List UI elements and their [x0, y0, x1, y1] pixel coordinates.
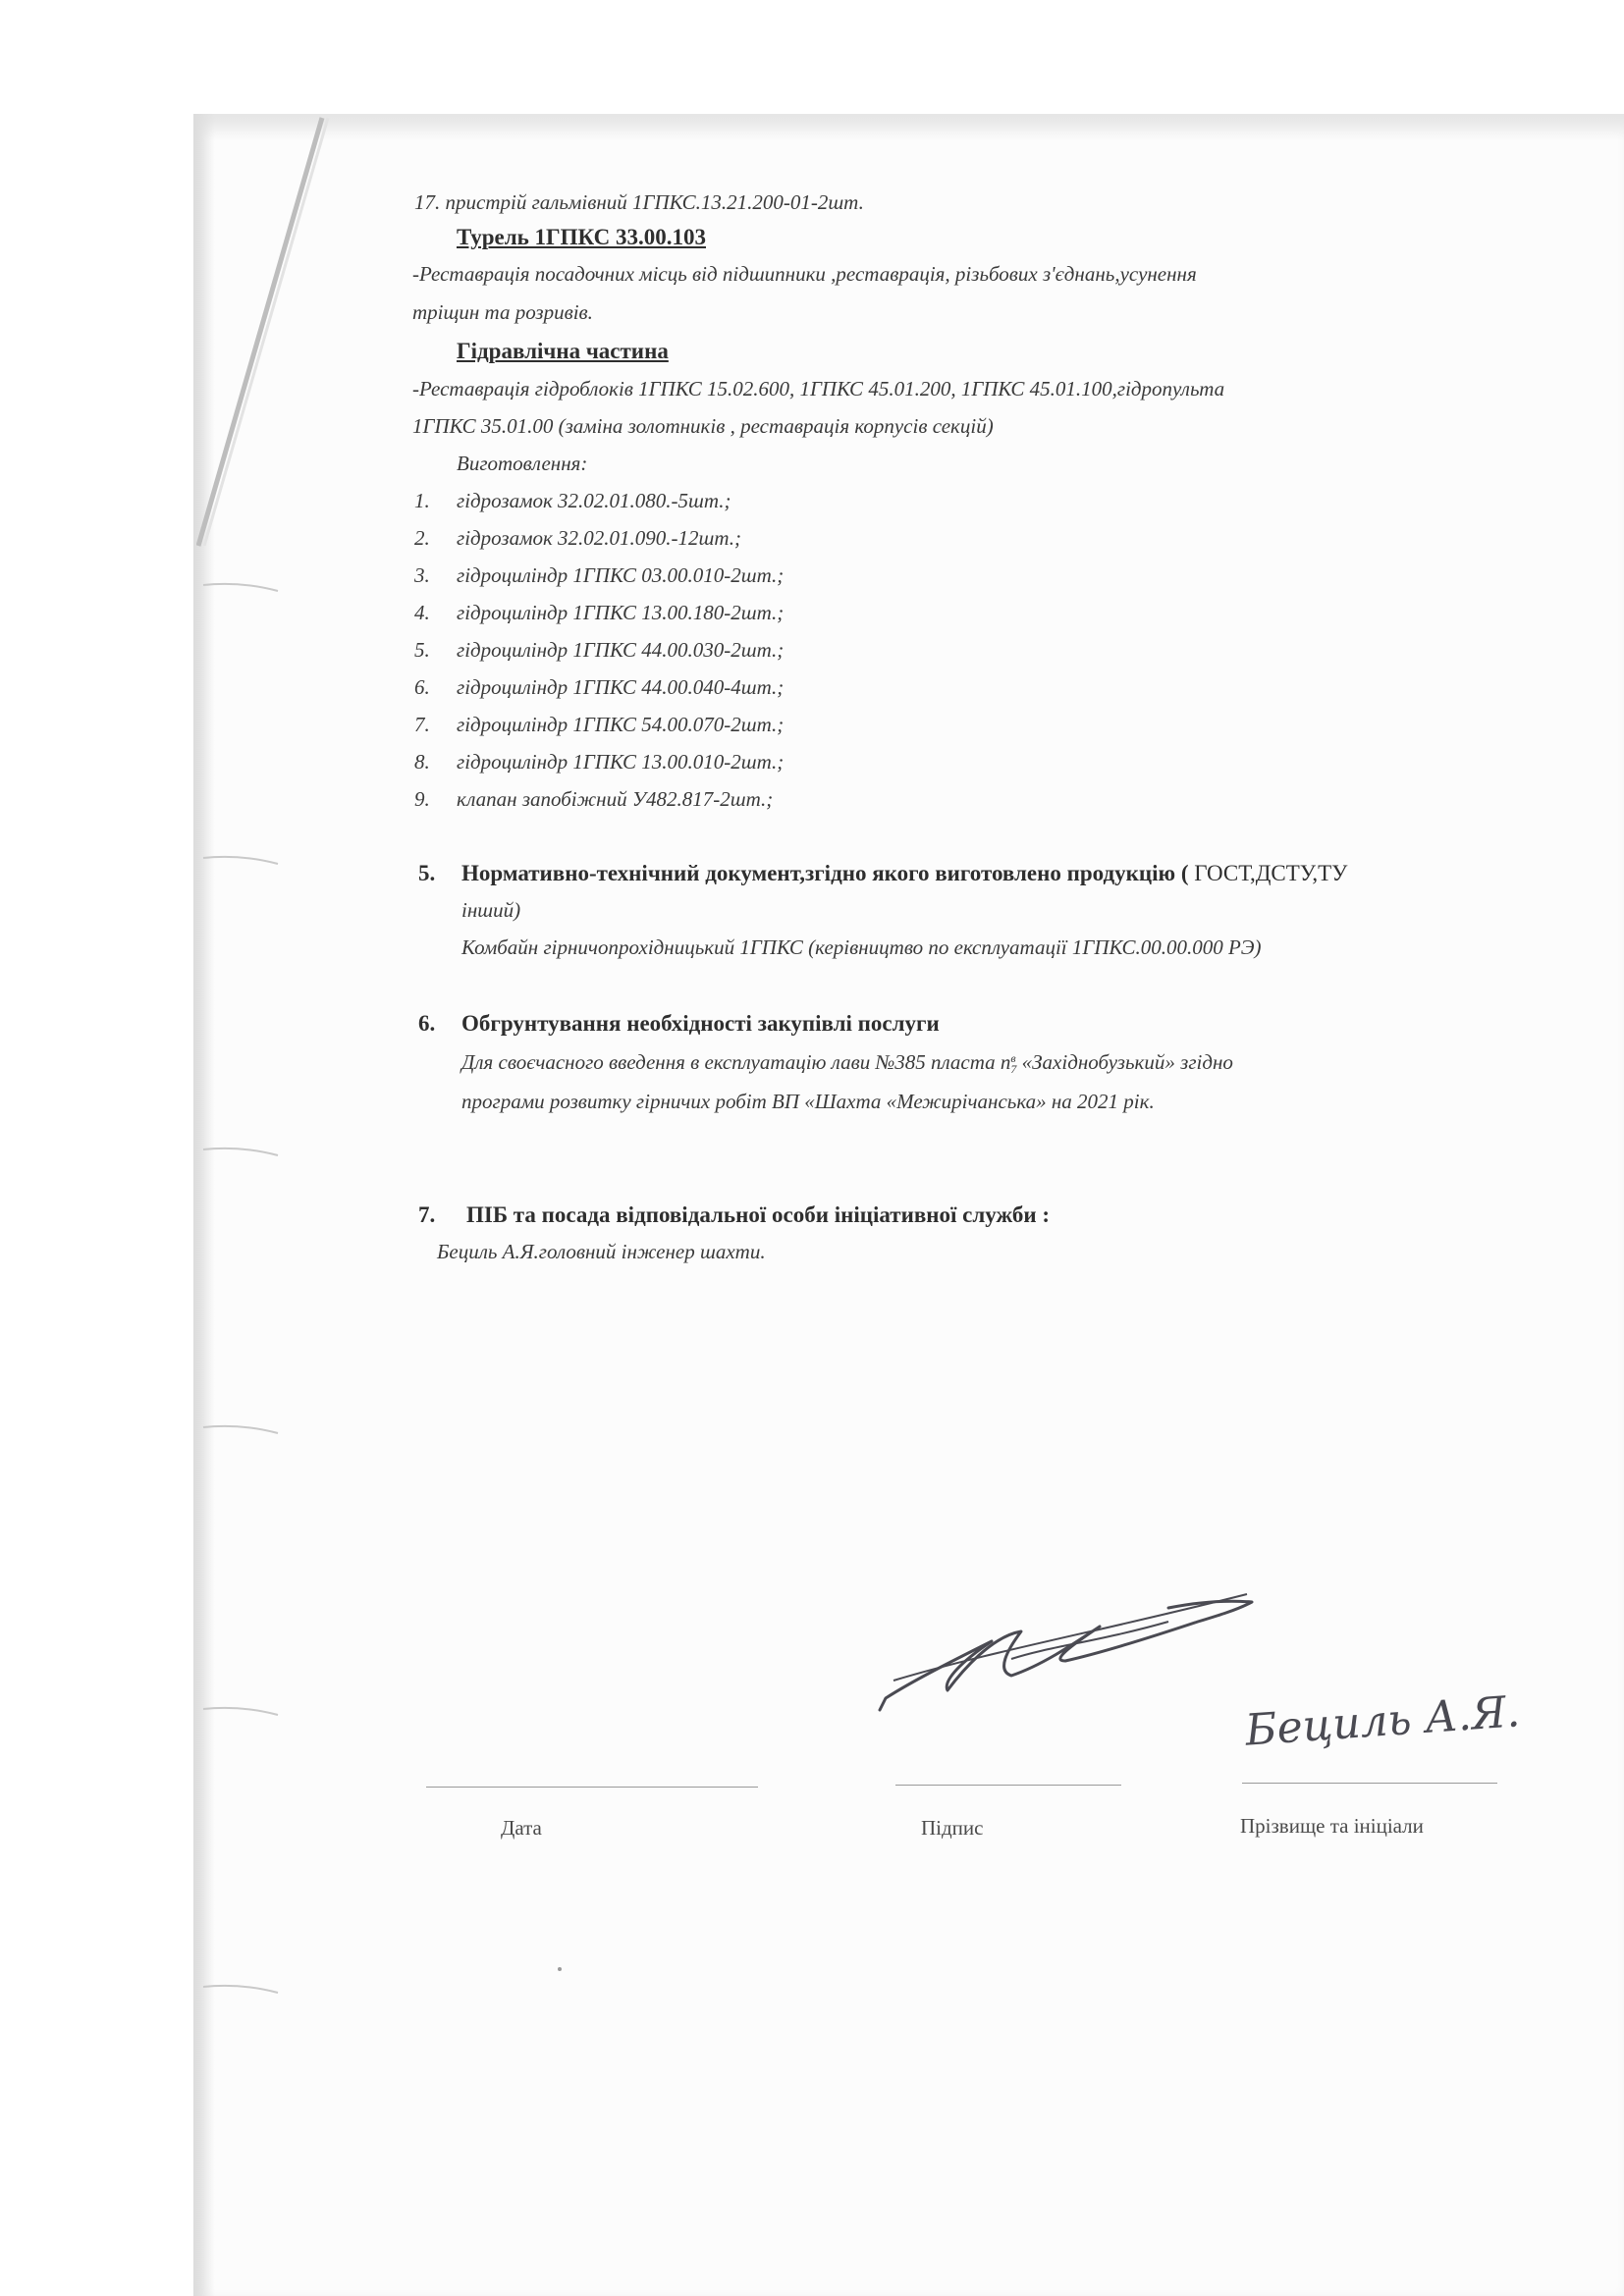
name-signature-line: [1242, 1783, 1497, 1784]
name-label: Прізвище та ініціали: [1240, 1814, 1424, 1838]
section-5-title-text: Нормативно-технічний документ,згідно якого виготовлено продукцію (: [461, 861, 1189, 885]
binder-mark-icon: [201, 1703, 280, 1719]
section-5-body: Комбайн гірничопрохідницький 1ГПКС (керівництво по експлуатації 1ГПКС.00.00.000 РЭ): [461, 935, 1262, 959]
date-label: Дата: [501, 1816, 542, 1840]
turel-heading: Турель 1ГПКС 33.00.103: [457, 225, 706, 249]
list-item-text: гідроциліндр 1ГПКС 44.00.030-2шт.;: [457, 638, 785, 662]
section-7-title: ПІБ та посада відповідальної особи ініціативної служби :: [466, 1202, 1050, 1227]
list-item-number: 5.: [414, 638, 430, 662]
list-item-number: 1.: [414, 489, 430, 512]
item-17-line: 17. пристрій гальмівний 1ГПКС.13.21.200-01-2шт.: [414, 190, 864, 214]
list-item-number: 6.: [414, 675, 430, 699]
list-item-number: 2.: [414, 526, 430, 550]
section-6-body-text: Для своєчасного введення в експлуатацію лави №385 пласта n: [461, 1050, 1011, 1074]
section-5-title: [461, 861, 1347, 886]
signature-label: Підпис: [921, 1816, 984, 1840]
section-5-title-line-2: [461, 898, 520, 923]
binder-mark-icon: [201, 579, 280, 595]
corner-fold-graphic: [196, 114, 334, 565]
turel-text-line-1: -Реставрація посадочних місць від підшипники ,реставрація, різьбових з'єднань,усунення: [412, 262, 1197, 286]
handwritten-name: Бециль А.Я.: [1243, 1686, 1522, 1756]
list-item-number: 3.: [414, 563, 430, 587]
section-7-body: Бециль А.Я.головний інженер шахти.: [437, 1240, 766, 1263]
list-item-text: гідроциліндр 1ГПКС 44.00.040-4шт.;: [457, 675, 785, 699]
binder-mark-icon: [201, 1981, 280, 1997]
section-6-body-line-1: [461, 1050, 1233, 1075]
hydraulic-heading: Гідравлічна частина: [457, 339, 669, 363]
binder-mark-icon: [201, 1421, 280, 1437]
turel-text-line-2: тріщин та розривів.: [412, 300, 593, 324]
list-item-text: гідроциліндр 1ГПКС 13.00.180-2шт.;: [457, 601, 785, 624]
section-5-title-line-2-text: інший): [461, 898, 521, 922]
list-item-text: гідрозамок 32.02.01.090.-12шт.;: [457, 526, 742, 550]
list-item-text: гідрозамок 32.02.01.080.-5шт.;: [457, 489, 731, 512]
scan-speck: [558, 1967, 562, 1971]
section-6-title: Обгрунтування необхідності закупівлі послуги: [461, 1011, 940, 1036]
list-item-number: 9.: [414, 787, 430, 811]
signature-scribble: [874, 1543, 1267, 1715]
hydraulic-text-line-1: -Реставрація гідроблоків 1ГПКС 15.02.600, 1ГПКС 45.01.200, 1ГПКС 45.01.100,гідропульта: [412, 377, 1225, 400]
seam-index-sub: 7: [1010, 1062, 1017, 1077]
signature-line: [895, 1785, 1121, 1786]
list-item-text: гідроциліндр 1ГПКС 54.00.070-2шт.;: [457, 713, 785, 736]
list-item-text: гідроциліндр 1ГПКС 03.00.010-2шт.;: [457, 563, 785, 587]
list-item-text: клапан запобіжний У482.817-2шт.;: [457, 787, 774, 811]
section-5-number: 5.: [418, 861, 436, 885]
date-signature-line: [426, 1787, 758, 1788]
binder-mark-icon: [201, 1144, 280, 1159]
section-7-number: 7.: [418, 1202, 436, 1227]
list-item-number: 7.: [414, 713, 430, 736]
section-6-number: 6.: [418, 1011, 436, 1036]
list-item-number: 4.: [414, 601, 430, 624]
list-item-number: 8.: [414, 750, 430, 774]
seam-index-sup: в: [1010, 1051, 1016, 1066]
section-6-body-line-2: програми розвитку гірничих робіт ВП «Шахта «Межирічанська» на 2021 рік.: [461, 1090, 1155, 1113]
manufacturing-heading: Виготовлення:: [457, 452, 588, 475]
sheet-top-shadow: [193, 114, 1624, 141]
section-6-body-tail: «Західнобузький» згідно: [1016, 1050, 1233, 1074]
section-5-title-tail: ГОСТ,ДСТУ,ТУ: [1188, 861, 1348, 885]
list-item-text: гідроциліндр 1ГПКС 13.00.010-2шт.;: [457, 750, 785, 774]
binder-mark-icon: [201, 852, 280, 868]
hydraulic-text-line-2: 1ГПКС 35.01.00 (заміна золотників , реставрація корпусів секцій): [412, 414, 994, 438]
